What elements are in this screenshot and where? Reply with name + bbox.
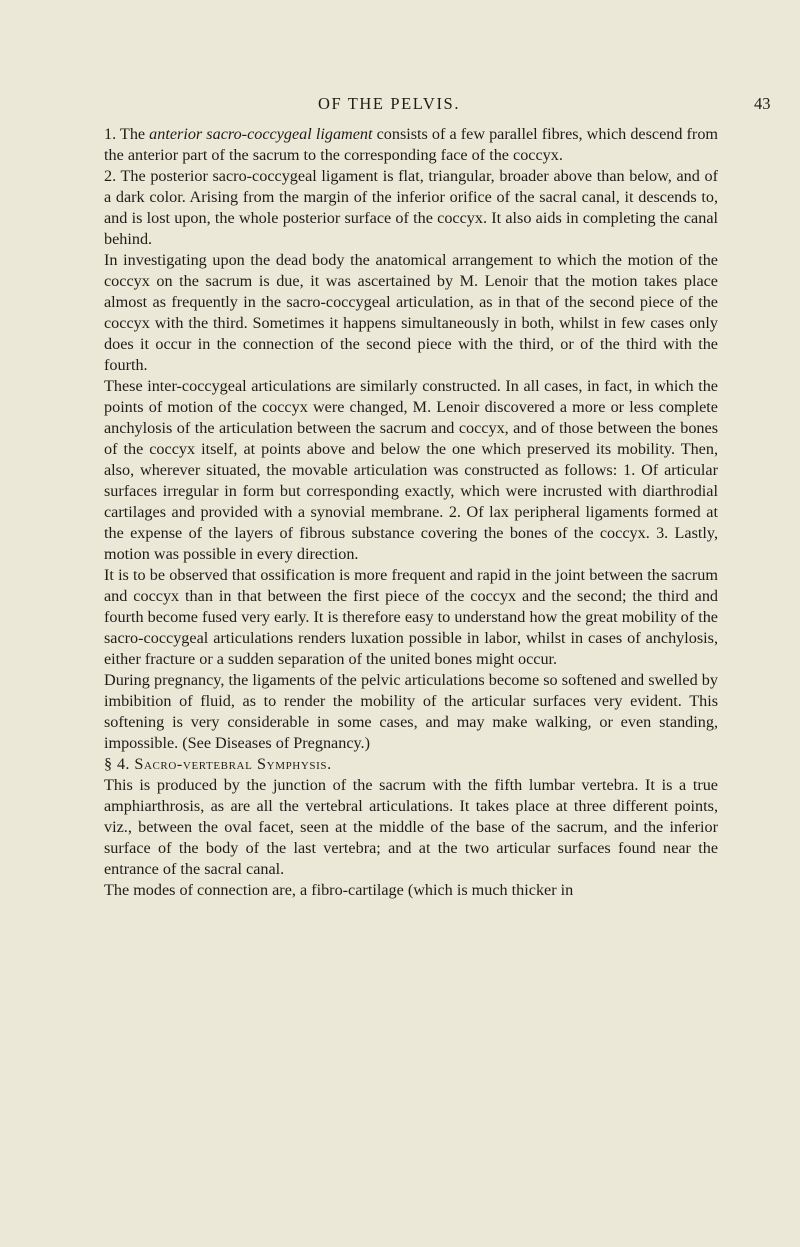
paragraph-lead: 1. The [104,125,150,143]
paragraph-inter-coccygeal: These inter-coccygeal articulations are similarly constructed. In all cases, in fact, in which the points of motion of the coccyx were changed, M. Lenoir discovered a more or less complete anchylosis of the articulation between the sacrum and coccyx, and of those between the bones of the coccyx itself, at points above and below the one which preserved its mobility. Then, also, wherever situated, the movable articulation was constructed as follows: 1. Of articular surfaces irregular in form but corresponding exactly, which were incrusted with diarthrodial cartilages and provided with a synovial membrane. 2. Of lax peripheral ligaments formed at the expense of the layers of fibrous substance covering the bones of the coccyx. 3. Lastly, motion was possible in every direction. [104,377,718,563]
paragraph-modes-of-connection: The modes of connection are, a fibro-cartilage (which is much thicker in [104,881,574,899]
page-number: 43 [754,94,771,113]
paragraph-rest: consists of a few parallel fibres, which descend from the anterior part of the sacrum to the corresponding face of the coccyx. [104,125,718,164]
paragraph-symphysis: This is produced by the junction of the sacrum with the fifth lumbar vertebra. It is a true amphiarthrosis, as are all the vertebral articulations. It takes place at three different points, viz., between the oval facet, seen at the middle of the base of the sacrum, and the inferior surface of the body of the last vertebra; and at the two articular surfaces found near the entrance of the sacral canal. [104,776,718,878]
paragraph-ossification: It is to be observed that ossification is more frequent and rapid in the joint between the sacrum and coccyx than in that between the first piece of the coccyx and the second; the third and fourth become fused very early. It is therefore easy to understand how the great mobility of the sacro-coccygeal articulations renders luxation possible in labor, whilst in cases of anchylosis, either fracture or a sudden separation of the united bones might occur. [104,566,718,668]
paragraph-pregnancy: During pregnancy, the ligaments of the pelvic articulations become so softened and swelled by imbibition of fluid, as to render the mobility of the articular surfaces very evident. This softening is very considerable in some cases, and may make walking, or even standing, impossible. (See Diseases of Pregnancy.) [104,671,718,752]
paragraph-posterior-ligament: 2. The posterior sacro-coccygeal ligament is flat, triangular, broader above than below, and of a dark color. Arising from the margin of the inferior orifice of the sacral canal, it descends to, and is lost upon, the whole posterior surface of the coccyx. It also aids in completing the canal behind. [104,167,718,248]
running-title: OF THE PELVIS. [318,94,461,113]
paragraph-anterior-ligament [104,124,718,166]
body-text [104,124,718,901]
section-title: Sacro-vertebral Symphysis. [134,755,332,773]
running-head [0,94,800,118]
paragraph-investigation: In investigating upon the dead body the anatomical arrangement to which the motion of the coccyx on the sacrum is due, it was ascertained by M. Lenoir that the motion takes place almost as frequently in the sacro-coccygeal articulation, as in that of the second piece of the coccyx with the third. Sometimes it happens simultaneously in both, whilst in few cases only does it occur in the connection of the second piece with the third, or of the third with the fourth. [104,251,718,374]
section-heading [104,754,718,775]
section-number: § 4. [104,755,130,773]
italic-term: anterior sacro-coccygeal ligament [149,125,373,143]
